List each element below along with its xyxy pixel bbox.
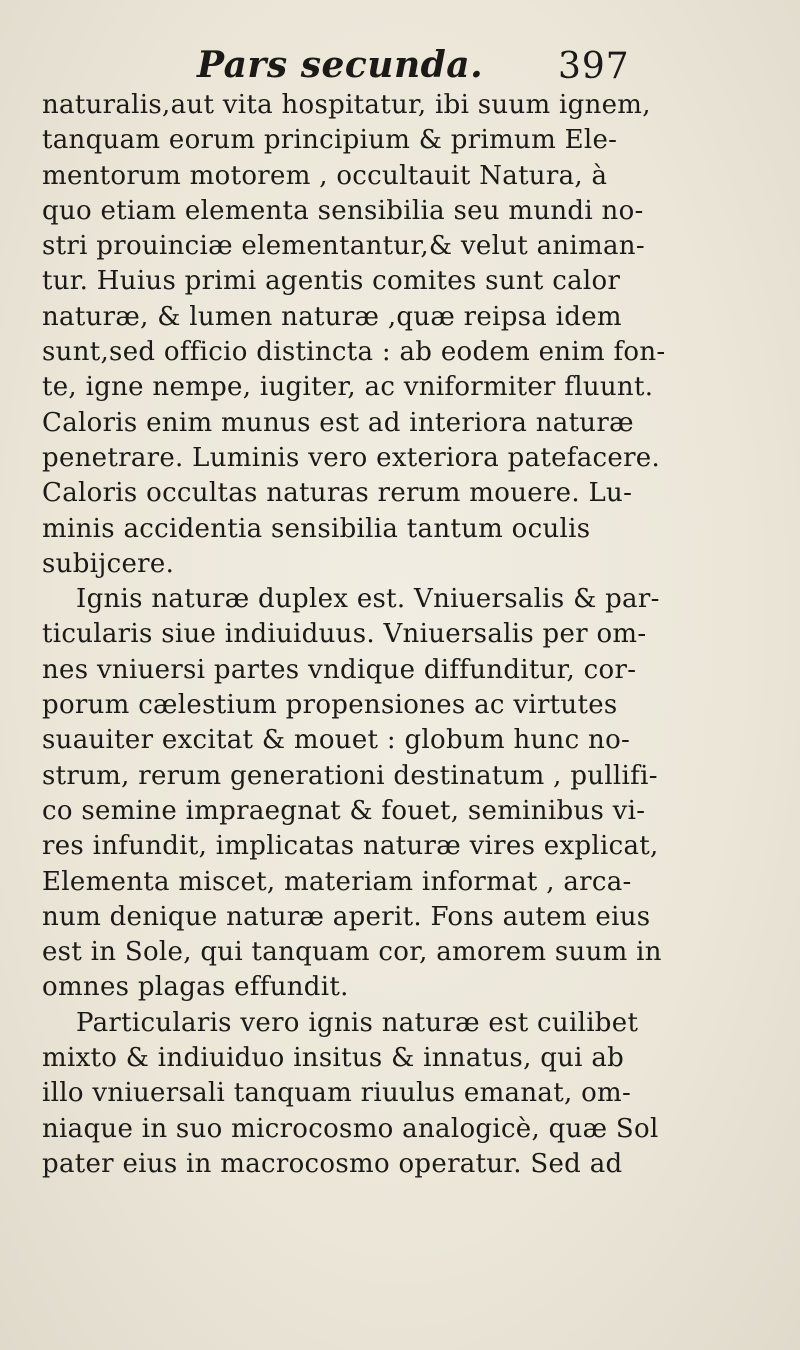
text-line: Caloris enim munus est ad interiora naturæ xyxy=(42,407,634,438)
page-number: 397 xyxy=(558,46,630,87)
text-line: mentorum motorem , occultauit Natura, à xyxy=(42,160,608,191)
text-line: Caloris occultas naturas rerum mouere. Lu- xyxy=(42,478,633,509)
text-line: res infundit, implicatas naturæ vires explicat, xyxy=(42,831,659,862)
running-head: Pars secunda. xyxy=(197,44,484,86)
text-line: sunt,sed officio distincta : ab eodem enim fon- xyxy=(42,337,666,368)
text-line: strum, rerum generationi destinatum , pullifi- xyxy=(42,760,658,791)
text-line: niaque in suo microcosmo analogicè, quæ Sol xyxy=(42,1113,659,1144)
text-line: porum cælestium propensiones ac virtutes xyxy=(42,690,618,721)
text-line: subijcere. xyxy=(42,548,175,579)
body-text xyxy=(42,88,800,1182)
text-line: ticularis siue indiuiduus. Vniuersalis per om- xyxy=(42,619,647,650)
text-line: omnes plagas effundit. xyxy=(42,972,349,1003)
text-line: minis accidentia sensibilia tantum oculis xyxy=(42,513,591,544)
text-line: num denique naturæ aperit. Fons autem eius xyxy=(42,901,651,932)
text-line: naturalis,aut vita hospitatur, ibi suum ignem, xyxy=(42,90,651,120)
text-line: penetrare. Luminis vero exteriora patefacere. xyxy=(42,442,661,473)
text-line: pater eius in macrocosmo operatur. Sed ad xyxy=(42,1148,623,1179)
text-line: tur. Huius primi agentis comites sunt calor xyxy=(42,266,621,297)
paragraph-start-line: Particularis vero ignis naturæ est cuilibet xyxy=(76,1007,639,1038)
text-line: est in Sole, qui tanquam cor, amorem suum in xyxy=(42,937,662,968)
text-line: co semine impraegnat & fouet, seminibus vi- xyxy=(42,795,646,826)
text-line: quo etiam elementa sensibilia seu mundi no- xyxy=(42,195,644,226)
paragraph-start-line: Ignis naturæ duplex est. Vniuersalis & par- xyxy=(76,584,660,615)
text-line: nes vniuersi partes vndique diffunditur, cor- xyxy=(42,654,637,685)
text-line: stri prouinciæ elementantur,& velut animan- xyxy=(42,231,645,262)
text-line: suauiter excitat & mouet : globum hunc no- xyxy=(42,725,631,756)
text-line: illo vniuersali tanquam riuulus emanat, om- xyxy=(42,1078,632,1109)
text-line: mixto & indiuiduo insitus & innatus, qui ab xyxy=(42,1043,625,1074)
text-line: tanquam eorum principium & primum Ele- xyxy=(42,125,618,156)
text-line: Elementa miscet, materiam informat , arca- xyxy=(42,866,632,897)
text-line: naturæ, & lumen naturæ ,quæ reipsa idem xyxy=(42,301,622,332)
text-line: te, igne nempe, iugiter, ac vniformiter fluunt. xyxy=(42,372,654,403)
